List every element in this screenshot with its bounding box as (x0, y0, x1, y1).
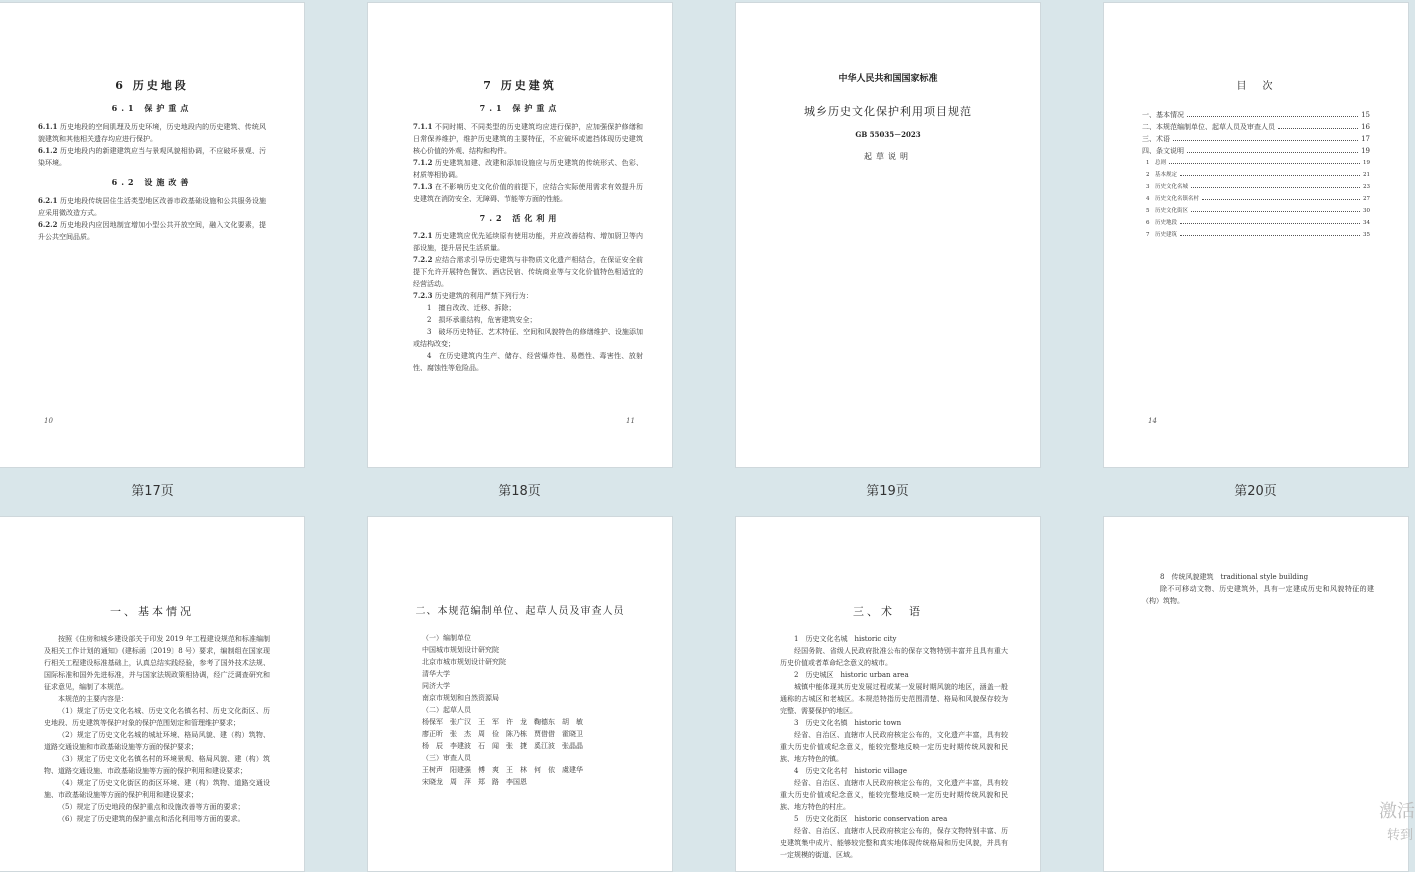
list-line: 北京市城市规划设计研究院 (422, 658, 506, 666)
term-body: 经国务院、省级人民政府批准公布的保存文物特别丰富并且具有重大历史价值或者革命纪念意义的城市。 (780, 647, 1008, 667)
toc-entry[interactable] (1142, 181, 1370, 193)
clause-7-2 (413, 230, 643, 374)
section-heading: 7.2 活化利用 (479, 213, 561, 223)
list-line: （三）审查人员 (422, 754, 471, 762)
page-number: 14 (1148, 417, 1157, 425)
toc-entry[interactable] (1142, 217, 1370, 229)
page-label[interactable]: 第20页 (1234, 484, 1277, 499)
toc-entry-label: 4 历史文化名镇名村 (1146, 196, 1199, 202)
page-24[interactable] (1103, 516, 1409, 872)
clause-number: 7.1.1 (413, 122, 433, 131)
term-body: 经省、自治区、直辖市人民政府核定公布的，文化遗产丰富，具有较重大历史价值或纪念意义，能较完整地反映一定历史时期传统风貌和民族、地方特色的镇。 (780, 731, 1008, 763)
drafting-units-list (422, 632, 642, 788)
section-heading: 6.1 保护重点 (111, 103, 193, 113)
toc-entry-label: 6 历史地段 (1146, 220, 1177, 226)
toc-title: 目 次 (1236, 81, 1276, 92)
section-heading: 6.2 设施改善 (111, 177, 193, 187)
clause-text: 历史地段内的新建建筑应当与景观风貌相协调，不应破坏景观、污染环境。 (38, 147, 266, 167)
list-line: 廖正昕 张 杰 周 俭 陈乃栋 贾借借 霍晓卫 (422, 730, 583, 738)
toc-entry[interactable] (1142, 193, 1370, 205)
chapter-title: 二、本规范编制单位、起草人员及审查人员 (415, 606, 625, 617)
page-label[interactable]: 第19页 (866, 484, 909, 499)
section-heading: 7.1 保护重点 (479, 103, 561, 113)
clause-number: 6.1.2 (38, 146, 58, 155)
table-of-contents (1142, 109, 1370, 241)
toc-entry[interactable] (1142, 229, 1370, 241)
paragraph: （3）规定了历史文化名镇名村的环境景观、格局风貌、建（构）筑物、道路交通设施、市政基础设施等方面的保护利用和建设要求； (44, 755, 270, 775)
toc-entry-label: 一、基本情况 (1142, 111, 1184, 119)
clause-text: 不同时期、不同类型的历史建筑均应进行保护，应加强保护修缮和日常保养维护，维护历史建筑的主要特征，不应破坏或遮挡体现历史建筑核心价值的外观、结构和构件。 (413, 123, 644, 155)
page-number: 11 (626, 417, 635, 425)
toc-leader-dots (1180, 223, 1360, 224)
list-line: 南京市规划和自然资源局 (422, 694, 499, 702)
toc-entry-label: 二、本规范编制单位、起草人员及审查人员 (1142, 123, 1275, 131)
toc-entry-label: 2 基本规定 (1146, 172, 1177, 178)
page-20[interactable] (1103, 2, 1409, 468)
toc-entry-page: 34 (1363, 220, 1370, 226)
clause-number: 7.2.2 (413, 255, 433, 264)
clause-text: 历史地段内应因地制宜增加小型公共开放空间，融入文化要素，提升公共空间品质。 (38, 221, 266, 241)
clause-number: 6.2.1 (38, 196, 58, 205)
page-number: 10 (44, 417, 53, 425)
toc-leader-dots (1191, 187, 1360, 188)
clause-number: 7.2.1 (413, 231, 433, 240)
paragraph: （4）规定了历史文化街区的街区环境、建（构）筑物、道路交通设施、市政基础设施等方面的保护利用和建设要求； (44, 779, 270, 799)
term-body: 经省、自治区、直辖市人民政府核定公布的，文化遗产丰富，具有较重大历史价值或纪念意义，能较完整地反映一定历史时期传统风貌和民族、地方特色的村庄。 (780, 779, 1008, 811)
term-head: 1 历史文化名城 historic city (794, 635, 897, 643)
clause-number: 6.1.1 (38, 122, 58, 131)
term-body: 经省、自治区、直辖市人民政府核定公布的，保存文物特别丰富、历史建筑集中成片、能够较完整和真实地体现传统格局和历史风貌，并具有一定规模的街道、区域。 (780, 827, 1008, 859)
toc-entry[interactable] (1142, 121, 1370, 133)
chapter-title: 7 历史建筑 (483, 79, 557, 92)
paragraph: （1）规定了历史文化名城、历史文化名镇名村、历史文化街区、历史地段、历史建筑等保护对象的保护范围划定和管理维护要求； (44, 707, 270, 727)
toc-leader-dots (1173, 140, 1358, 141)
toc-entry-label: 四、条文说明 (1142, 147, 1184, 155)
toc-leader-dots (1278, 128, 1358, 129)
toc-entry[interactable] (1142, 133, 1370, 145)
toc-leader-dots (1180, 235, 1360, 236)
toc-entry-page: 35 (1363, 232, 1370, 238)
chapter-title: 6 历史地段 (115, 79, 189, 92)
toc-leader-dots (1202, 199, 1360, 200)
term-body: 城镇中能体现其历史发展过程或某一发展时期风貌的地区，涵盖一般通称的古城区和老城区。本规范特指历史范围清楚、格局和风貌保存较为完整、需要保护的地区。 (780, 683, 1008, 715)
list-line: 杨 辰 李建波 石 闻 张 捷 奚江波 张晶晶 (422, 742, 583, 750)
term-head: 8 传统风貌建筑 traditional style building (1160, 573, 1309, 581)
toc-entry-label: 5 历史文化街区 (1146, 208, 1188, 214)
toc-entry[interactable] (1142, 157, 1370, 169)
clause-text: 历史建筑应优先延续原有使用功能，并应改善结构、增加厨卫等内部设施，提升居民生活质量。 (413, 232, 644, 252)
term-head: 3 历史文化名镇 historic town (794, 719, 902, 727)
toc-entry[interactable] (1142, 109, 1370, 121)
toc-entry-page: 21 (1363, 172, 1370, 178)
list-line: 清华大学 (422, 670, 450, 678)
activation-watermark-sub: 转到 (1386, 828, 1413, 843)
list-line: （二）起草人员 (422, 706, 471, 714)
clause-number: 6.2.2 (38, 220, 58, 229)
list-line: 宋晓龙 周 萍 郑 路 李国恩 (422, 778, 527, 786)
list-item: 2 损坏承重结构，危害建筑安全； (427, 316, 537, 324)
toc-entry-label: 1 总则 (1146, 160, 1166, 166)
chapter-title: 三、术 语 (853, 605, 923, 618)
toc-entry-page: 17 (1361, 135, 1370, 143)
clause-text: 历史建筑的利用严禁下列行为： (434, 292, 533, 300)
list-line: 王树声 阳建强 傅 爽 王 林 何 依 虞建华 (422, 766, 583, 774)
toc-entry-page: 15 (1361, 111, 1370, 119)
standard-code: GB 55035－2023 (855, 130, 921, 139)
page-label[interactable]: 第18页 (498, 484, 541, 499)
toc-entry-label: 三、术语 (1142, 135, 1170, 143)
term-body: 除不可移动文物、历史建筑外，具有一定建成历史和风貌特征的建（构）筑物。 (1142, 585, 1374, 605)
clause-6-1 (38, 121, 266, 169)
toc-leader-dots (1169, 163, 1360, 164)
clause-text: 历史建筑加建、改建和添加设施应与历史建筑的传统形式、色彩、材质等相协调。 (413, 159, 644, 179)
page-19[interactable] (735, 2, 1041, 468)
clause-number: 7.1.3 (413, 182, 433, 191)
list-line: （一）编制单位 (422, 634, 471, 642)
toc-entry-label: 7 历史建筑 (1146, 232, 1177, 238)
paragraph: （5）规定了历史地段的保护重点和设施改善等方面的要求； (58, 803, 245, 811)
clause-text: 应结合需求引导历史建筑与非物质文化遗产相结合，在保证安全前提下允许开展特色餐饮、酒店民宿、传统商业等与文化价值特色相适宜的经营活动。 (413, 256, 644, 288)
paragraph: （2）规定了历史文化名城的城址环境、格局风貌、建（构）筑物、道路交通设施和市政基础设施等方面的保护要求； (44, 731, 270, 751)
toc-entry[interactable] (1142, 169, 1370, 181)
toc-entry-page: 19 (1363, 160, 1370, 166)
clause-number: 7.1.2 (413, 158, 433, 167)
term-head: 2 历史城区 historic urban area (794, 671, 909, 679)
standard-heading: 中华人民共和国国家标准 (838, 74, 938, 84)
list-line: 杨保军 张广汉 王 军 许 龙 鞠德东 胡 敏 (422, 718, 583, 726)
term-head: 4 历史文化名村 historic village (794, 767, 908, 775)
page-17[interactable] (0, 2, 305, 468)
clause-6-2 (38, 195, 266, 243)
chapter-title: 一、基本情况 (110, 605, 194, 618)
toc-leader-dots (1191, 211, 1360, 212)
list-item: 4 在历史建筑内生产、储存、经营爆炸性、易燃性、毒害性、放射性、腐蚀性等危险品。 (413, 352, 643, 372)
list-line: 中国城市规划设计研究院 (422, 646, 499, 654)
list-item: 1 擅自改改、迁移、拆除； (427, 304, 516, 312)
clause-text: 历史地段传统居住生活类型地区改善市政基础设施和公共服务设施应采用微改造方式。 (38, 197, 266, 217)
paragraph: （6）规定了历史建筑的保护重点和活化利用等方面的要求。 (58, 815, 245, 823)
toc-entry-label: 3 历史文化名城 (1146, 184, 1188, 190)
page-21[interactable] (0, 516, 305, 872)
page-18[interactable] (367, 2, 673, 468)
term-head: 5 历史文化街区 historic conservation area (794, 815, 948, 823)
toc-entry-page: 16 (1361, 123, 1370, 131)
basic-info-text (44, 633, 270, 825)
paragraph: 本规范的主要内容是： (58, 695, 128, 703)
activation-watermark: 激活 (1379, 801, 1415, 822)
term-8 (1142, 571, 1374, 607)
list-item: 3 破坏历史特征、艺术特征、空间和风貌特色的修缮维护、设施添加或结构改变； (413, 328, 643, 348)
clause-number: 7.2.3 (413, 291, 433, 300)
toc-leader-dots (1187, 152, 1358, 153)
clause-text: 在不影响历史文化价值的前提下，应结合实际使用需求有效提升历史建筑在消防安全、无障碍、节能等方面的性能。 (413, 183, 644, 203)
toc-entry-page: 23 (1363, 184, 1370, 190)
standard-name: 城乡历史文化保护利用项目规范 (804, 105, 972, 118)
toc-entry-page: 19 (1361, 147, 1370, 155)
terms-list (780, 633, 1008, 861)
toc-entry-page: 30 (1363, 208, 1370, 214)
toc-entry[interactable] (1142, 145, 1370, 157)
clause-7-1 (413, 121, 643, 205)
page-label[interactable]: 第17页 (131, 484, 174, 499)
clause-text: 历史地段的空间肌理及历史环境，历史地段内的历史建筑、传统风貌建筑和其他相关遗存均应进行保护。 (38, 123, 266, 143)
document-subtitle: 起草说明 (864, 152, 912, 161)
toc-entry-page: 27 (1363, 196, 1370, 202)
toc-entry[interactable] (1142, 205, 1370, 217)
page-23[interactable] (735, 516, 1041, 872)
toc-leader-dots (1180, 175, 1360, 176)
page-22[interactable] (367, 516, 673, 872)
list-line: 同济大学 (422, 682, 450, 690)
paragraph: 按照《住房和城乡建设部关于印发 2019 年工程建设规范和标准编制及相关工作计划的通知》(建标函〔2019〕8 号）要求，编制组在国家现行相关工程建设标准基础上，认真总结实践经验，参考了国外技术法规、国际标准和国外先进标准，并与国家法规政策相协调，经广泛调查研究和征求意见，编制了本规范。 (44, 635, 270, 691)
toc-leader-dots (1187, 116, 1358, 117)
